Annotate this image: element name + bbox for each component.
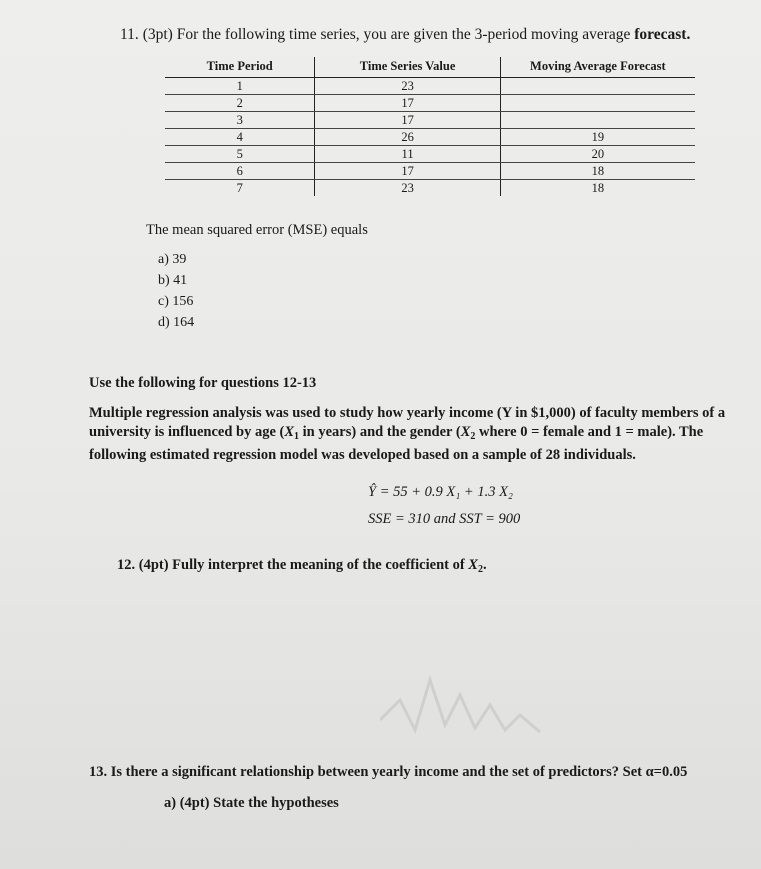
question-11-number: 11. [120, 26, 139, 43]
bleed-through-scribble [380, 660, 580, 740]
cell-period: 2 [165, 95, 315, 112]
var-x1-subscript: 1 [294, 431, 300, 442]
question-12-var: X [468, 557, 478, 573]
table-row [165, 78, 695, 95]
col-header-time-series-value: Time Series Value [315, 57, 500, 78]
mse-question: The mean squared error (MSE) equals [146, 222, 368, 238]
cell-forecast: 20 [500, 146, 695, 163]
option-d: d) 164 [158, 315, 195, 330]
cell-period: 3 [165, 112, 315, 129]
cell-value: 11 [315, 146, 500, 163]
table-row [165, 163, 695, 180]
question-12-var-subscript: 2 [477, 564, 483, 575]
option-a: a) 39 [158, 252, 187, 267]
paragraph-part-3: where 0 = female and 1 = male). The following estimated regression model was developed based on a sample of 28 individuals. [89, 424, 704, 463]
question-11 [120, 26, 690, 44]
cell-value: 26 [315, 129, 500, 146]
question-12-text: 12. (4pt) Fully interpret the meaning of the coefficient of [117, 557, 469, 573]
question-11-text: (3pt) For the following time series, you are given the 3-period moving average [142, 26, 631, 43]
table-row [165, 95, 695, 112]
cell-value: 17 [315, 163, 500, 180]
cell-period: 4 [165, 129, 315, 146]
table-row [165, 129, 695, 146]
col-header-time-period: Time Period [165, 57, 315, 78]
regression-description [89, 404, 754, 465]
cell-forecast: 18 [591, 181, 605, 195]
var-x2-subscript: 2 [470, 431, 476, 442]
cell-period: 5 [165, 146, 315, 163]
paragraph-part-2: in years) and the gender ( [299, 424, 461, 440]
time-series-table [165, 57, 695, 196]
cell-value: 23 [315, 180, 500, 197]
cell-period: 1 [165, 78, 315, 95]
option-b: b) 41 [158, 273, 188, 288]
cell-forecast [500, 78, 695, 95]
cell-value: 23 [315, 78, 500, 95]
section-header: Use the following for questions 12-13 [89, 375, 317, 391]
var-x1: X [284, 424, 295, 440]
table-row [165, 146, 695, 163]
table-row [165, 180, 695, 197]
col-header-moving-average-forecast: Moving Average Forecast [500, 57, 695, 78]
cell-forecast: 19 [500, 129, 695, 146]
paragraph-part-1: Multiple regression analysis was used to study how yearly income (Y in $1,000) of faculty members of a university is influenced by age ( [89, 405, 726, 440]
table-row [165, 112, 695, 129]
question-12-end: . [482, 557, 487, 573]
regression-equation: Ŷ = 55 + 0.9 X₁ + 1.3 X₂ [368, 484, 513, 500]
question-13a: a) (4pt) State the hypotheses [164, 795, 339, 811]
var-x2: X [460, 424, 471, 440]
cell-period: 7 [165, 180, 315, 197]
question-11-bold-word: forecast. [634, 26, 691, 43]
option-c: c) 156 [158, 294, 194, 309]
question-13: 13. Is there a significant relationship between yearly income and the set of predictors? Set α=0.05 [89, 764, 688, 780]
cell-forecast: 18 [500, 163, 695, 180]
cell-value: 17 [315, 112, 500, 129]
cell-period: 6 [165, 163, 315, 180]
cell-forecast [500, 112, 695, 129]
table-header-row [165, 57, 695, 78]
cell-value: 17 [315, 95, 500, 112]
question-12 [117, 557, 487, 575]
sse-sst-values: SSE = 310 and SST = 900 [368, 511, 521, 527]
cell-forecast [500, 95, 695, 112]
